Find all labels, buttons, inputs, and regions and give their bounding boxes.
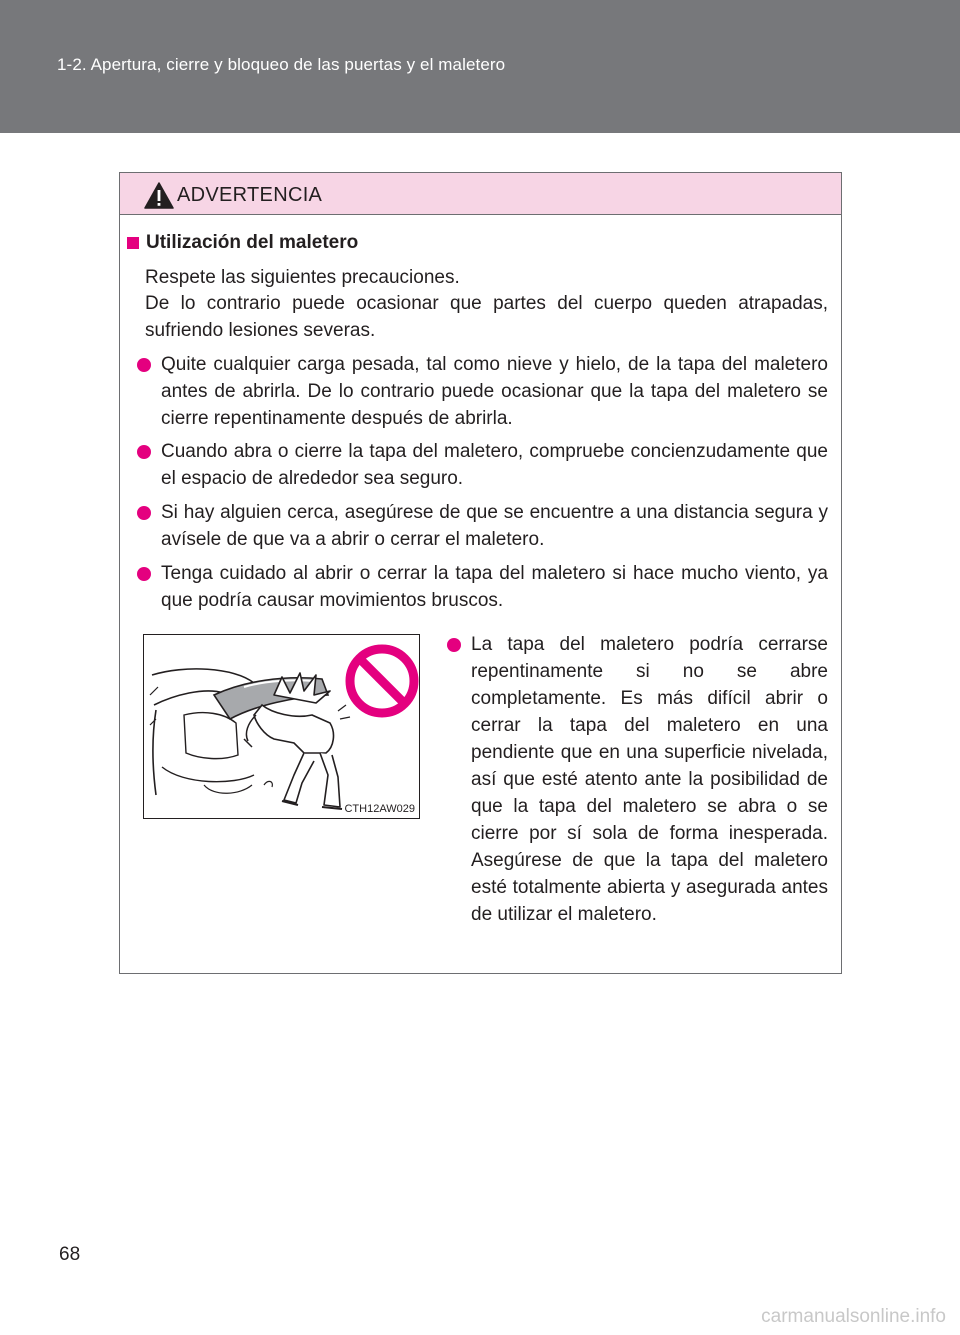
trunk-hazard-illustration [143, 634, 420, 819]
warning-triangle-icon [144, 182, 174, 209]
list-item-text: La tapa del maletero podría cerrarse repentinamente si no se abre completamente. Es más difícil abrir o cerrar la tapa del maletero en una pendiente que en una superficie nivelada, así que esté atento ante la posibilidad de que la tapa del maletero se abra o se cierre por sí sola de forma inesperada. Asegúrese de que la tapa del maletero esté totalmente abierta y asegurada antes de utilizar el maletero. [471, 634, 828, 925]
list-item [137, 351, 828, 432]
list-item [137, 499, 828, 553]
list-item [137, 560, 828, 614]
illustration-code: CTH12AW029 [344, 803, 415, 815]
section-heading-text: Utilización del maletero [146, 232, 359, 253]
list-item [137, 438, 828, 492]
section-title: 1-2. Apertura, cierre y bloqueo de las puertas y el maletero [57, 55, 506, 74]
square-bullet-icon [127, 237, 139, 249]
list-item-text: Si hay alguien cerca, asegúrese de que se encuentre a una distancia segura y avísele de que va a abrir o cerrar el maletero. [161, 502, 828, 550]
warning-box [119, 172, 842, 974]
bullet-dot-icon [137, 567, 151, 581]
bullet-dot-icon [447, 638, 461, 652]
bullet-dot-icon [137, 445, 151, 459]
prohibited-icon [350, 649, 414, 713]
bullet-dot-icon [137, 358, 151, 372]
warning-title: ADVERTENCIA [177, 184, 323, 206]
list-item-text: Cuando abra o cierre la tapa del maletero, compruebe concienzudamente que el espacio de alrededor sea seguro. [161, 441, 828, 489]
list-item-text: Quite cualquier carga pesada, tal como nieve y hielo, de la tapa del maletero antes de abrirla. De lo contrario puede ocasionar que la tapa del maletero se cierre repentinamente después de abrirla. [161, 354, 828, 429]
watermark: carmanualsonline.info [761, 1306, 946, 1327]
page-number: 68 [59, 1244, 81, 1265]
bullet-dot-icon [137, 506, 151, 520]
list-item [447, 631, 828, 955]
intro-paragraph-1: Respete las siguientes precauciones. [145, 267, 460, 288]
list-item-text: Tenga cuidado al abrir o cerrar la tapa del maletero si hace mucho viento, ya que podría causar movimientos bruscos. [161, 563, 828, 611]
intro-paragraph-2: De lo contrario puede ocasionar que partes del cuerpo queden atrapadas, sufriendo lesiones severas. [145, 293, 828, 341]
car-trunk-illustration [144, 635, 419, 818]
warning-header [120, 173, 841, 215]
section-heading [127, 232, 358, 254]
page-header [0, 0, 960, 133]
